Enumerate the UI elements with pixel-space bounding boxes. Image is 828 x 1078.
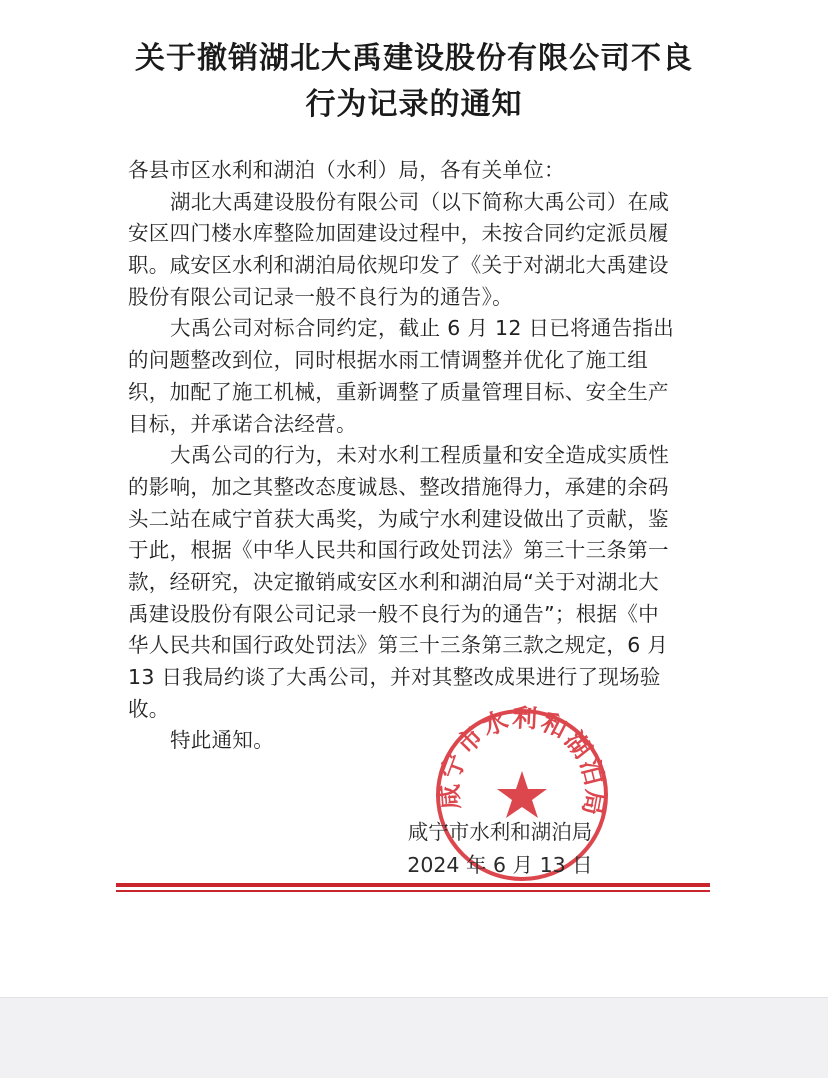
paragraph2-line: 目标，并承诺合法经营。 [128,411,357,436]
paragraph2-line: 的问题整改到位，同时根据水雨工情调整并优化了施工组 [128,348,648,373]
title-line-2: 行为记录的通知 [305,87,523,122]
paragraph3-line: 的影响，加之其整改态度诚恳、整改措施得力，承建的余码 [128,474,669,499]
paragraph3-line: 款，经研究，决定撤销咸安区水利和湖泊局“关于对湖北大 [128,569,659,594]
closing-text: 特此通知。 [170,728,274,753]
paragraph3-line: 13 日我局约谈了大禹公司，并对其整改成果进行了现场验 [128,665,661,689]
red-rule-thick [116,883,710,887]
paragraph2-line: 织，加配了施工机械，重新调整了质量管理目标、安全生产 [128,379,669,404]
paragraph3-line: 大禹公司的行为，未对水利工程质量和安全造成实质性 [170,443,670,468]
paragraph3-line: 禹建设股份有限公司记录一般不良行为的通告”；根据《中 [128,601,659,626]
paragraph3-line: 华人民共和国行政处罚法》第三十三条第三款之规定，6 月 [128,633,669,658]
paragraph2-line: 大禹公司对标合同约定，截止 6 月 12 日已将通告指出 [170,316,675,341]
paragraph3-line: 收。 [128,696,170,721]
document-body [128,155,710,757]
document-title [60,36,768,128]
paragraph1-line: 湖北大禹建设股份有限公司（以下简称大禹公司）在咸 [170,189,670,214]
issuer-name: 咸宁市水利和湖泊局 [407,820,593,844]
paragraph1-line: 职。咸安区水利和湖泊局依规印发了《关于对湖北大禹建设 [128,253,669,278]
paragraph3-line: 于此，根据《中华人民共和国行政处罚法》第三十三条第一 [128,538,669,563]
svg-text:咸宁市水利和湖泊局: 咸宁市水利和湖泊局 [434,705,611,820]
title-line-1: 关于撤销湖北大禹建设股份有限公司不良 [135,41,693,76]
paragraph3-line: 头二站在咸宁首获大禹奖，为咸宁水利建设做出了贡献，鉴 [128,506,669,531]
issue-date: 2024 年 6 月 13 日 [407,853,593,877]
paragraph1-line: 安区四门楼水库整险加固建设过程中，未按合同约定派员履 [128,221,669,246]
paragraph1-line: 股份有限公司记录一般不良行为的通告》。 [128,284,513,309]
red-rule-thin [116,890,710,892]
salutation: 各县市区水利和湖泊（水利）局，各有关单位： [128,158,565,182]
